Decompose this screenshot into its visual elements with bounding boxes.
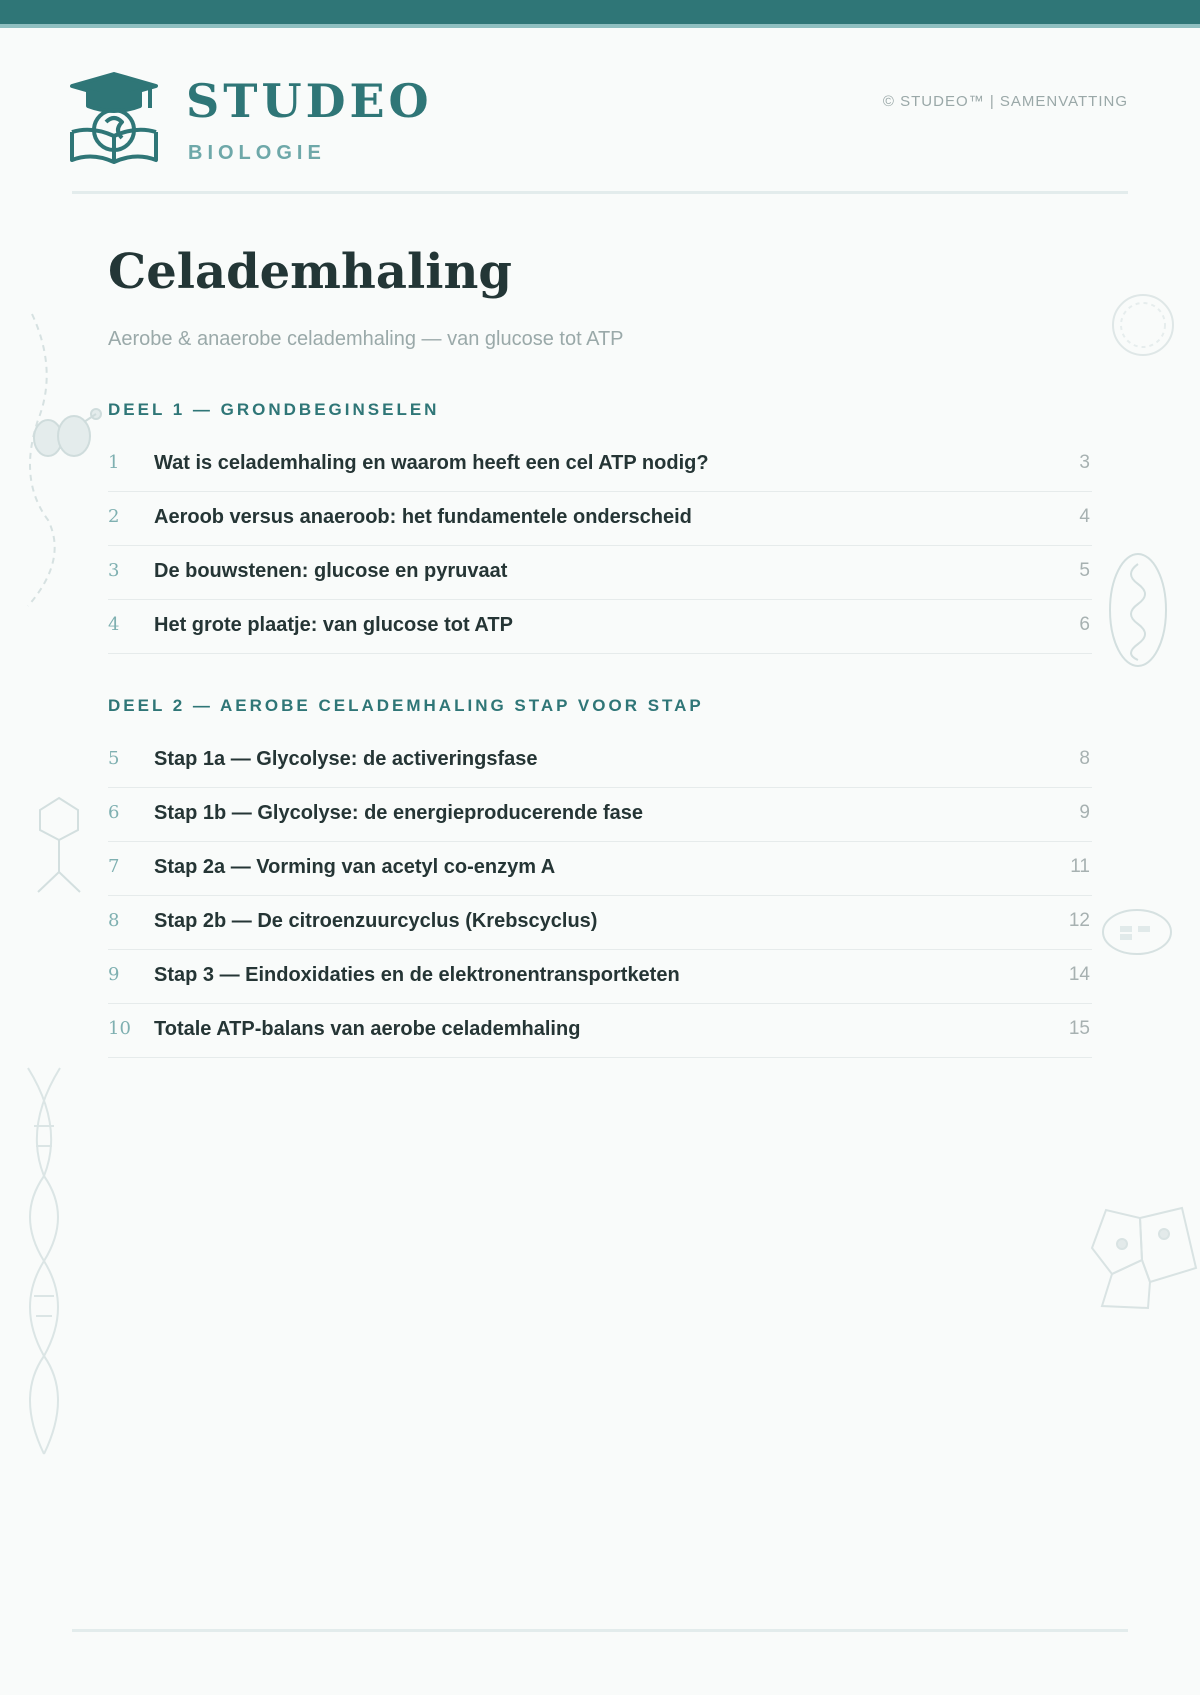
- toc-section-1: [108, 398, 1092, 654]
- entry-number: 6: [108, 802, 120, 823]
- entry-title: Wat is celademhaling en waarom heeft een cel ATP nodig?: [154, 452, 709, 474]
- toc-entry[interactable]: [108, 734, 1092, 788]
- section-title: DEEL 2 — AEROBE CELADEMHALING STAP VOOR STAP: [108, 696, 704, 715]
- toc-entry[interactable]: [108, 896, 1092, 950]
- entry-number: 5: [108, 748, 120, 769]
- toc-entry[interactable]: [108, 842, 1092, 896]
- toc-entry[interactable]: [108, 438, 1092, 492]
- entry-title: Stap 1b — Glycolyse: de energieproducerende fase: [154, 802, 644, 824]
- bacterium-icon: [1100, 906, 1174, 958]
- entry-number: 2: [108, 506, 120, 527]
- entry-number: 7: [108, 856, 120, 877]
- entry-title: Stap 2a — Vorming van acetyl co-enzym A: [154, 856, 556, 878]
- entry-title: Het grote plaatje: van glucose tot ATP: [154, 614, 513, 636]
- table-of-contents: [108, 398, 1092, 1058]
- entry-page: 12: [1068, 910, 1090, 931]
- entry-page: 3: [1079, 452, 1090, 473]
- entry-page: 9: [1079, 802, 1090, 823]
- toc-entry[interactable]: [108, 1004, 1092, 1058]
- entry-title: Aeroob versus anaeroob: het fundamentele onderscheid: [154, 506, 692, 528]
- entry-number: 10: [108, 1018, 131, 1039]
- neuron-icon: [18, 310, 108, 610]
- entry-title: Stap 3 — Eindoxidaties en de elektronentransportketen: [154, 964, 680, 986]
- bacteriophage-icon: [34, 796, 84, 896]
- graduation-cap-book-icon: [70, 72, 158, 168]
- entry-title: De bouwstenen: glucose en pyruvaat: [154, 560, 508, 582]
- toc-entry[interactable]: [108, 788, 1092, 842]
- toc-entry[interactable]: [108, 546, 1092, 600]
- entry-page: 8: [1079, 748, 1090, 769]
- entry-title: Totale ATP-balans van aerobe celademhaling: [154, 1018, 581, 1040]
- toc-entry[interactable]: [108, 600, 1092, 654]
- entry-page: 15: [1068, 1018, 1090, 1039]
- entry-page: 11: [1070, 856, 1090, 877]
- brand-name: STUDEO: [186, 74, 433, 128]
- entry-page: 14: [1068, 964, 1090, 985]
- entry-title: Stap 2b — De citroenzuurcyclus (Krebscyclus): [154, 910, 598, 932]
- mitochondrion-icon: [1106, 550, 1170, 670]
- top-accent-bar: [0, 0, 1200, 24]
- entry-title: Stap 1a — Glycolyse: de activeringsfase: [154, 748, 538, 770]
- toc-entry[interactable]: [108, 492, 1092, 546]
- entry-number: 1: [108, 452, 120, 473]
- section-title: DEEL 1 — GRONDBEGINSELEN: [108, 400, 440, 419]
- entry-page: 4: [1079, 506, 1090, 527]
- top-accent-line: [0, 24, 1200, 28]
- entry-number: 8: [108, 910, 120, 931]
- dna-helix-icon: [14, 1066, 74, 1456]
- header-divider: [72, 191, 1128, 194]
- toc-section-2: [108, 694, 1092, 1058]
- entry-number: 9: [108, 964, 120, 985]
- copyright-notice: © STUDEO™ | SAMENVATTING: [882, 93, 1128, 110]
- entry-page: 6: [1079, 614, 1090, 635]
- brand-subtitle: BIOLOGIE: [188, 142, 326, 164]
- footer-divider: [72, 1629, 1128, 1632]
- cell-icon: [1110, 292, 1176, 358]
- entry-number: 4: [108, 614, 120, 635]
- page-subtitle: Aerobe & anaerobe celademhaling — van glucose tot ATP: [108, 328, 624, 350]
- toc-entry[interactable]: [108, 950, 1092, 1004]
- entry-number: 3: [108, 560, 120, 581]
- plant-cells-icon: [1088, 1204, 1200, 1310]
- entry-page: 5: [1079, 560, 1090, 581]
- page-title: Celademhaling: [108, 244, 512, 300]
